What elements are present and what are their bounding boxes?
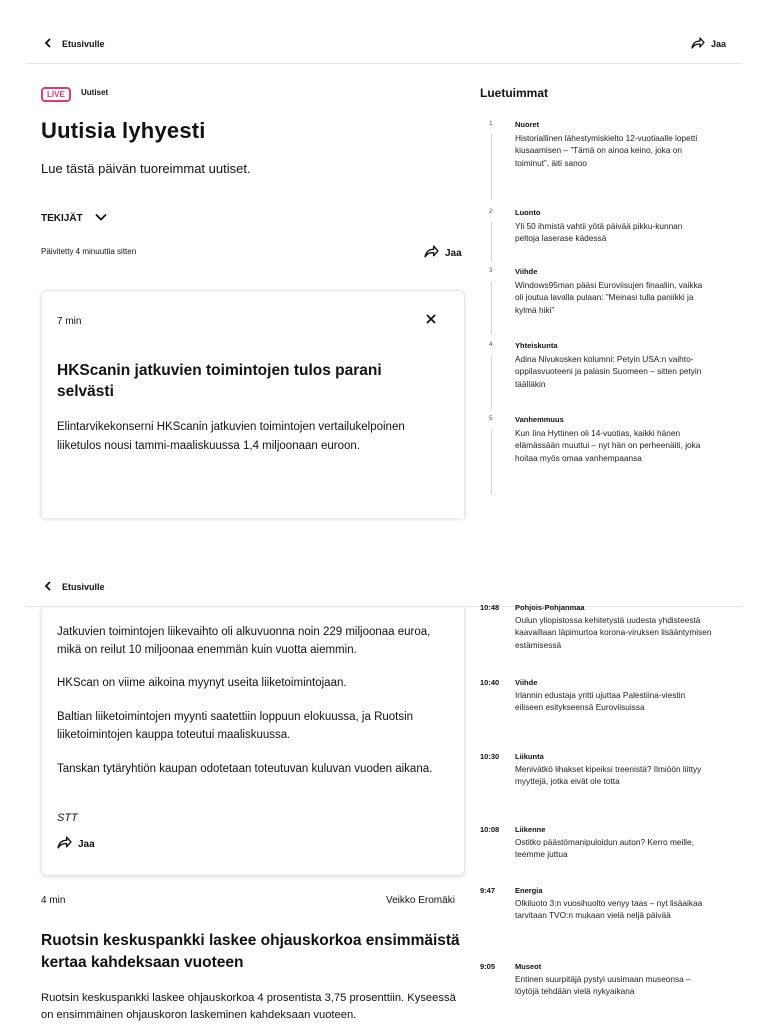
most-read-category: Luonto: [515, 208, 541, 217]
share-label: Jaa: [710, 39, 726, 49]
chevron-left-icon: [44, 581, 52, 593]
back-to-frontpage-link[interactable]: [44, 38, 105, 50]
card-text: Ruotsin keskuspankki laskee ohjauskorkoa 4 prosentista 3,75 prosenttiin. Kyseessä on ensimmäinen ohjauskoron laskeminen kahdeksaan vuoteen.: [41, 992, 456, 1021]
timeline-text: Oulun yliopistossa kehitetystä uudesta yhdisteestä kaavaillaan läpimurtoa korona-viruksen lisääntymisen estämisessä: [515, 615, 712, 650]
card-paragraph: Jatkuvien toimintojen liikevaihto oli alkuvuonna noin 229 miljoonaa euroa, mikä on reilut 10 miljoonaa enemmän kuin vuotta aiemmin.: [57, 626, 431, 656]
news-card: [41, 290, 465, 518]
updated-timestamp: Päivitetty 4 minuuttia sitten: [41, 247, 137, 256]
most-read-category: Nuoret: [515, 120, 540, 129]
page-title: Uutisia lyhyesti: [41, 118, 206, 143]
authors-label: TEKIJÄT: [41, 213, 83, 224]
timeline-category: Energia: [515, 886, 543, 895]
timeline-category: Viihde: [515, 678, 538, 687]
share-label: Jaa: [445, 247, 462, 259]
timeline-item[interactable]: [480, 886, 720, 942]
read-time: 4 min: [41, 895, 66, 906]
section-label[interactable]: Uutiset: [81, 88, 109, 97]
source-label: STT: [57, 812, 78, 824]
back-to-frontpage-link[interactable]: [44, 581, 105, 593]
timeline-category: Liikenne: [515, 825, 546, 834]
share-arrow-icon: [424, 245, 439, 261]
most-read-heading: Luetuimmat: [480, 86, 549, 100]
most-read-number: 1: [489, 120, 493, 127]
chevron-down-icon: [95, 213, 107, 224]
most-read-category: Yhteiskunta: [515, 341, 558, 350]
most-read-item[interactable]: [480, 208, 710, 258]
card-paragraph: Tanskan tytäryhtiön kaupan odotetaan toteutuvan kuluvan vuoden aikana.: [57, 763, 433, 775]
card-paragraph: HKScan on viime aikoina myynyt useita liiketoimintojaan.: [57, 677, 347, 689]
share-label: Jaa: [78, 838, 95, 850]
most-read-text: Historiallinen lähestymiskielto 12-vuotiaalle lopetti kiusaamisen – ”Tämä on ainoa keino, joka on toiminut”, äiti sanoo: [515, 133, 698, 168]
author-name: Veikko Eromäki: [386, 895, 455, 906]
timeline-text: Irlannin edustaja yritti ujuttaa Palestiina-viestin eiliseen esitykseensä Euroviisuissa: [515, 690, 686, 713]
authors-toggle[interactable]: [41, 213, 107, 224]
timeline-category: Museot: [515, 962, 542, 971]
close-icon[interactable]: [424, 312, 438, 331]
card-text: Elintarvikekonserni HKScanin jatkuvien toimintojen vertailukelpoinen liiketulos nousi tammi-maaliskuussa 1,4 miljoonaan euroon.: [57, 421, 405, 452]
most-read-number: 3: [489, 267, 493, 274]
most-read-category: Viihde: [515, 267, 538, 276]
timeline-line: [491, 281, 492, 335]
most-read-text: Yli 50 ihmistä vahtii yötä päivää pikku-kunnan peltoja laserase kädessä: [515, 221, 683, 244]
most-read-text: Windows95man pääsi Euroviisujen finaaliin, vaikka oli joutua lavalla pulaan: ”Meinasi tulla paniikki ja kylmä hiki”: [515, 280, 703, 315]
share-arrow-icon: [57, 836, 72, 852]
timeline-line: [491, 134, 492, 200]
timeline-item[interactable]: [480, 962, 720, 1018]
card-paragraph: Baltian liiketoimintojen myynti saatettiin loppuun elokuussa, ja Ruotsin liiketoimintojen kauppa toteutui maaliskuussa.: [57, 711, 414, 741]
card-title[interactable]: Ruotsin keskuspankki laskee ohjauskorkoa ensimmäistä kertaa kahdeksaan vuoteen: [41, 932, 460, 971]
timeline-item[interactable]: [480, 752, 720, 808]
timeline-text: Ostitko päästömanipuloidun auton? Kerro meille, teemme juttua: [515, 837, 694, 860]
most-read-text: Adina Nivukosken kolumni: Petyin USA:n vaihto-oppilasvuoteeni ja palasin Suomeen – sitten petyin täälläkin: [515, 354, 702, 389]
timeline-line: [491, 222, 492, 262]
timeline-item[interactable]: [480, 603, 720, 659]
most-read-category: Vanhemmuus: [515, 415, 564, 424]
header-divider: [26, 63, 742, 64]
card-title[interactable]: HKScanin jatkuvien toimintojen tulos parani selvästi: [57, 362, 382, 400]
live-badge: LIVE: [41, 87, 71, 102]
timeline-time: 9:05: [480, 962, 496, 971]
timeline-line: [491, 429, 492, 495]
share-button-card[interactable]: [57, 836, 95, 852]
timeline-item[interactable]: [480, 678, 720, 734]
timeline-time: 10:30: [480, 752, 500, 761]
most-read-item[interactable]: [480, 120, 710, 200]
share-button-top[interactable]: [691, 37, 726, 51]
lead-text: Lue tästä päivän tuoreimmat uutiset.: [41, 161, 251, 176]
timeline-line: [491, 355, 492, 409]
timeline-item[interactable]: [480, 825, 720, 869]
share-button-article[interactable]: [424, 245, 462, 261]
timeline-time: 10:08: [480, 825, 500, 834]
top-bar: [0, 0, 768, 64]
timeline-text: Entinen suurpitäjä pystyi uusimaan museonsa – löytöjä tehdään vielä nykyaikana: [515, 974, 691, 997]
most-read-number: 4: [489, 341, 493, 348]
most-read-item[interactable]: [480, 415, 710, 495]
most-read-item[interactable]: [480, 267, 710, 331]
timeline-text: Menivätkö lihakset kipeiksi treenistä? Ilmiöön liittyy myyttejä, jotka eivät ole totta: [515, 764, 702, 787]
timeline-time: 10:48: [480, 603, 500, 612]
timeline-text: Olkiluoto 3:n vuosihuolto venyy taas – nyt lisäaikaa tarvitaan TVO:n mukaan vielä neljä päivää: [515, 898, 703, 921]
most-read-item[interactable]: [480, 341, 710, 405]
back-link-label: Etusivulle: [62, 582, 105, 592]
most-read-text: Kun Iina Hyttinen oli 14-vuotias, kaikki hänen elämässään muuttui – nyt hän on perheenäiti, joka hoitaa myös omaa vanhempaansa: [515, 428, 701, 463]
timeline-time: 9:47: [480, 886, 496, 895]
back-link-label: Etusivulle: [62, 39, 105, 49]
header-cover: [480, 596, 720, 600]
timeline-category: Liikunta: [515, 752, 544, 761]
timeline-category: Pohjois-Pohjanmaa: [515, 603, 585, 612]
share-arrow-icon: [691, 37, 705, 51]
timeline-time: 10:40: [480, 678, 500, 687]
most-read-number: 5: [489, 415, 493, 422]
most-read-number: 2: [489, 208, 493, 215]
read-time: 7 min: [57, 316, 82, 327]
chevron-left-icon: [44, 38, 52, 50]
